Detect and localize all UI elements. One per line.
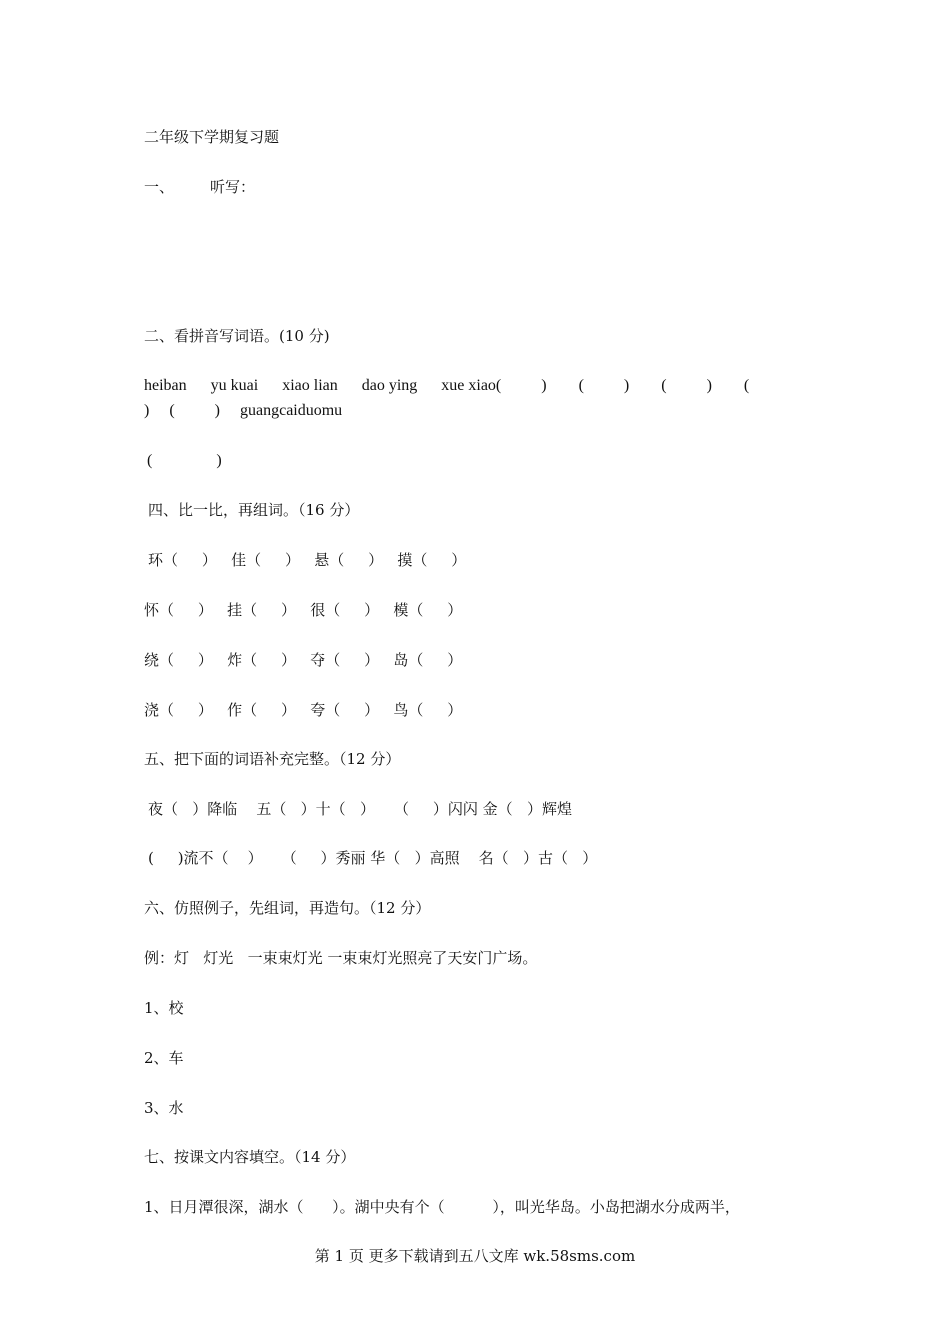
section-5-heading: 五、把下面的词语补充完整。（12 分） xyxy=(144,750,401,768)
pinyin-line-2: ) ( ) guangcaiduomu xyxy=(144,402,343,419)
fill-blank-item: 1、日月潭很深，湖水（ ）。湖中央有个（ ），叫光华岛。小岛把湖水分成两半， xyxy=(144,1198,740,1216)
section-1-number: 一、 xyxy=(144,178,175,196)
pinyin-line-1: heiban yu kuai xiao lian dao ying xue xiao( ) ( ) ( ) ( xyxy=(144,377,750,394)
page-footer: 第 1 页 更多下载请到五八文库 wk.58sms.com xyxy=(314,1247,636,1265)
section-1-text: 听写： xyxy=(210,178,256,196)
compare-row: 怀（ ） 挂（ ） 很（ ） 模（ ） xyxy=(144,601,463,619)
exercise-item: 1、校 xyxy=(144,999,184,1017)
exercise-item: 3、水 xyxy=(144,1099,184,1117)
compare-row: 环（ ） 佳（ ） 悬（ ） 摸（ ） xyxy=(148,551,467,569)
example-sentence: 例：灯 灯光 一束束灯光 一束束灯光照亮了天安门广场。 xyxy=(144,949,538,967)
section-6-heading: 六、仿照例子，先组词，再造句。（12 分） xyxy=(144,899,431,917)
compare-row: 浇（ ） 作（ ） 夸（ ） 鸟（ ） xyxy=(144,701,463,719)
section-2-heading: 二、看拼音写词语。(10 分) xyxy=(144,327,330,345)
pinyin-line-3: ( ) xyxy=(147,452,222,469)
exercise-item: 2、车 xyxy=(144,1049,184,1067)
complete-words-line-1: 夜（ ）降临 五（ ）十（ ） （ ）闪闪 金（ ）辉煌 xyxy=(148,800,572,818)
section-7-heading: 七、按课文内容填空。（14 分） xyxy=(144,1148,356,1166)
section-1-heading xyxy=(144,177,255,197)
section-4-heading: 四、比一比，再组词。（16 分） xyxy=(148,501,360,519)
compare-row: 绕（ ） 炸（ ） 夺（ ） 岛（ ） xyxy=(144,651,463,669)
document-title: 二年级下学期复习题 xyxy=(144,128,280,146)
complete-words-line-2: ( )流不（ ） （ ）秀丽 华（ ）高照 名（ ）古（ ） xyxy=(148,849,598,867)
